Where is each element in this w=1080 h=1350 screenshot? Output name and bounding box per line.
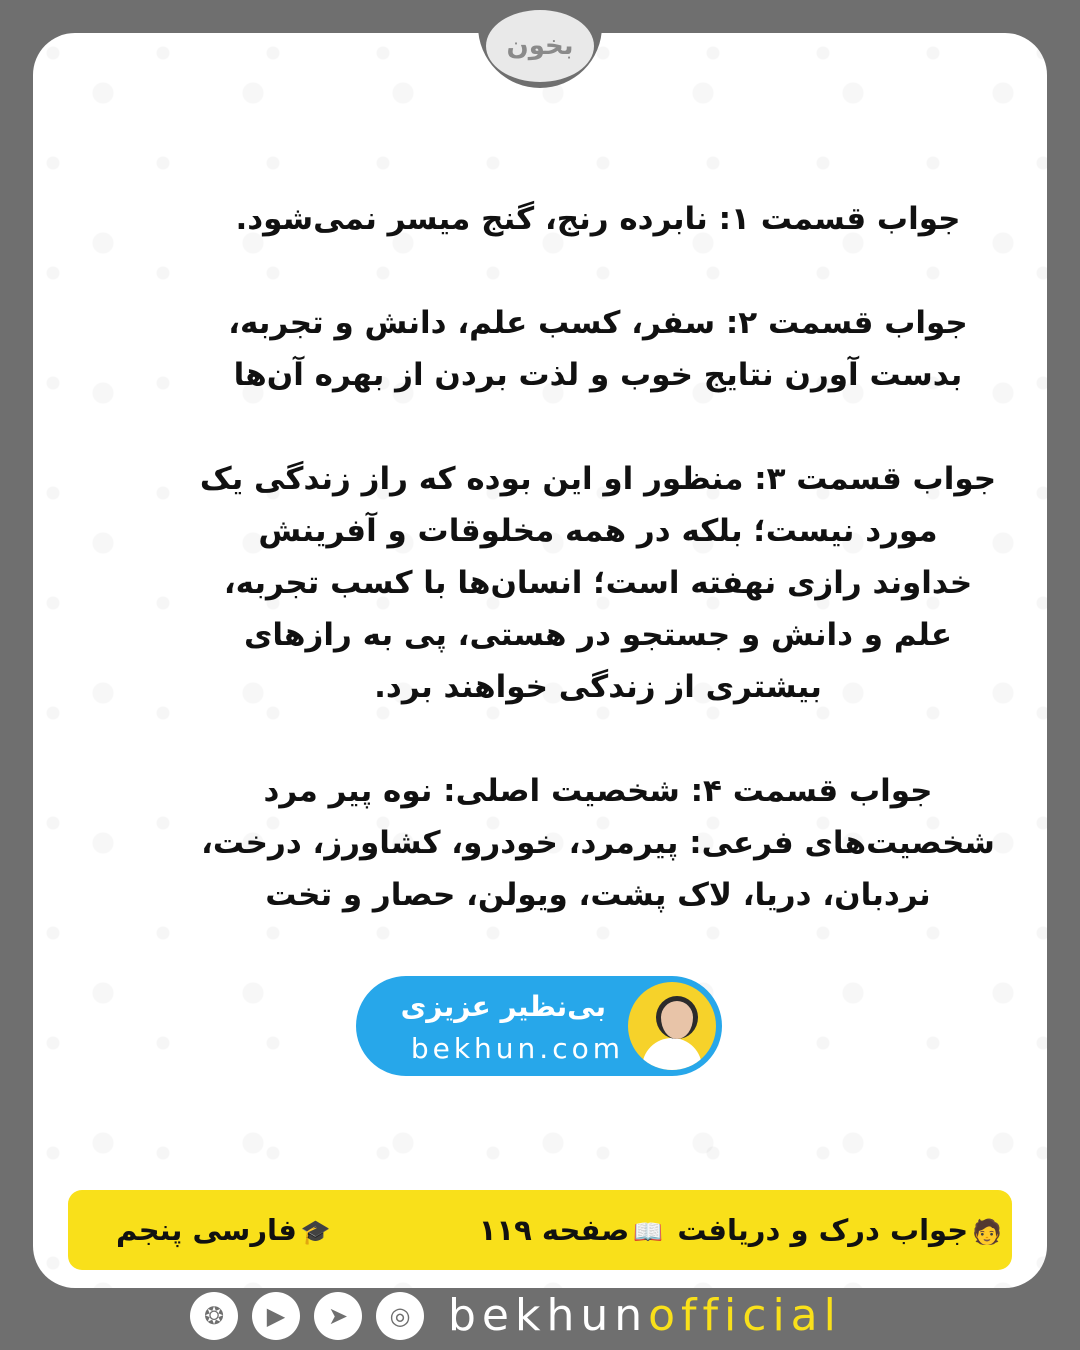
aparat-icon[interactable]: ❂ [190,1292,238,1340]
teacher-icon: 🧑 [972,1218,1002,1246]
bar-title-group [479,1190,1006,1270]
content-card [33,33,1047,1288]
brand-part-1: bekhun [448,1290,649,1341]
social-footer [190,1290,842,1342]
answer-part-4: جواب قسمت ۴: شخصیت اصلی: نوه پیر مرد شخصیت‌های فرعی: پیرمرد، خودرو، کشاورز، درخت، نردبان، دریا، لاک پشت، ویولن، حصار و تخت [201,773,995,913]
author-avatar [628,982,716,1070]
bar-subject-group [116,1190,335,1270]
bar-title: جواب درک و دریافت [677,1213,969,1247]
answer-part-1: جواب قسمت ۱: نابرده رنج، گنج میسر نمی‌شود. [235,201,961,237]
youtube-icon[interactable]: ▶ [252,1292,300,1340]
bekhun-logo [486,10,594,82]
author-name: بی‌نظیر عزیزی [400,990,606,1023]
answer-part-3: جواب قسمت ۳: منظور او این بوده که راز زندگی یک مورد نیست؛ بلکه در همه مخلوقات و آفرینش خداوند رازی نهفته است؛ انسان‌ها با کسب تجربه، علم و دانش و جستجو در هستی، پی به رازهای بیشتری از زندگی خواهند برد. [199,461,997,705]
telegram-icon[interactable]: ➤ [314,1292,362,1340]
author-site: bekhun.com [410,1032,624,1065]
answers-section [183,193,1013,973]
lesson-bar [68,1190,1012,1270]
logo-text: بخون [506,31,574,61]
brand-part-2: official [648,1290,842,1341]
avatar-body [642,1038,702,1070]
instagram-icon[interactable]: ◎ [376,1292,424,1340]
answer-part-2: جواب قسمت ۲: سفر، کسب علم، دانش و تجربه، بدست آورن نتایج خوب و لذت بردن از بهره آن‌ها [228,305,968,393]
brand-handle[interactable] [448,1290,842,1342]
avatar-head [656,996,698,1039]
author-badge[interactable] [356,976,722,1076]
bar-page: صفحه ۱۱۹ [478,1213,630,1247]
book-icon: 📖 [633,1218,664,1246]
bar-subject: فارسی پنجم [116,1213,297,1247]
graduation-cap-icon: 🎓 [300,1218,331,1246]
